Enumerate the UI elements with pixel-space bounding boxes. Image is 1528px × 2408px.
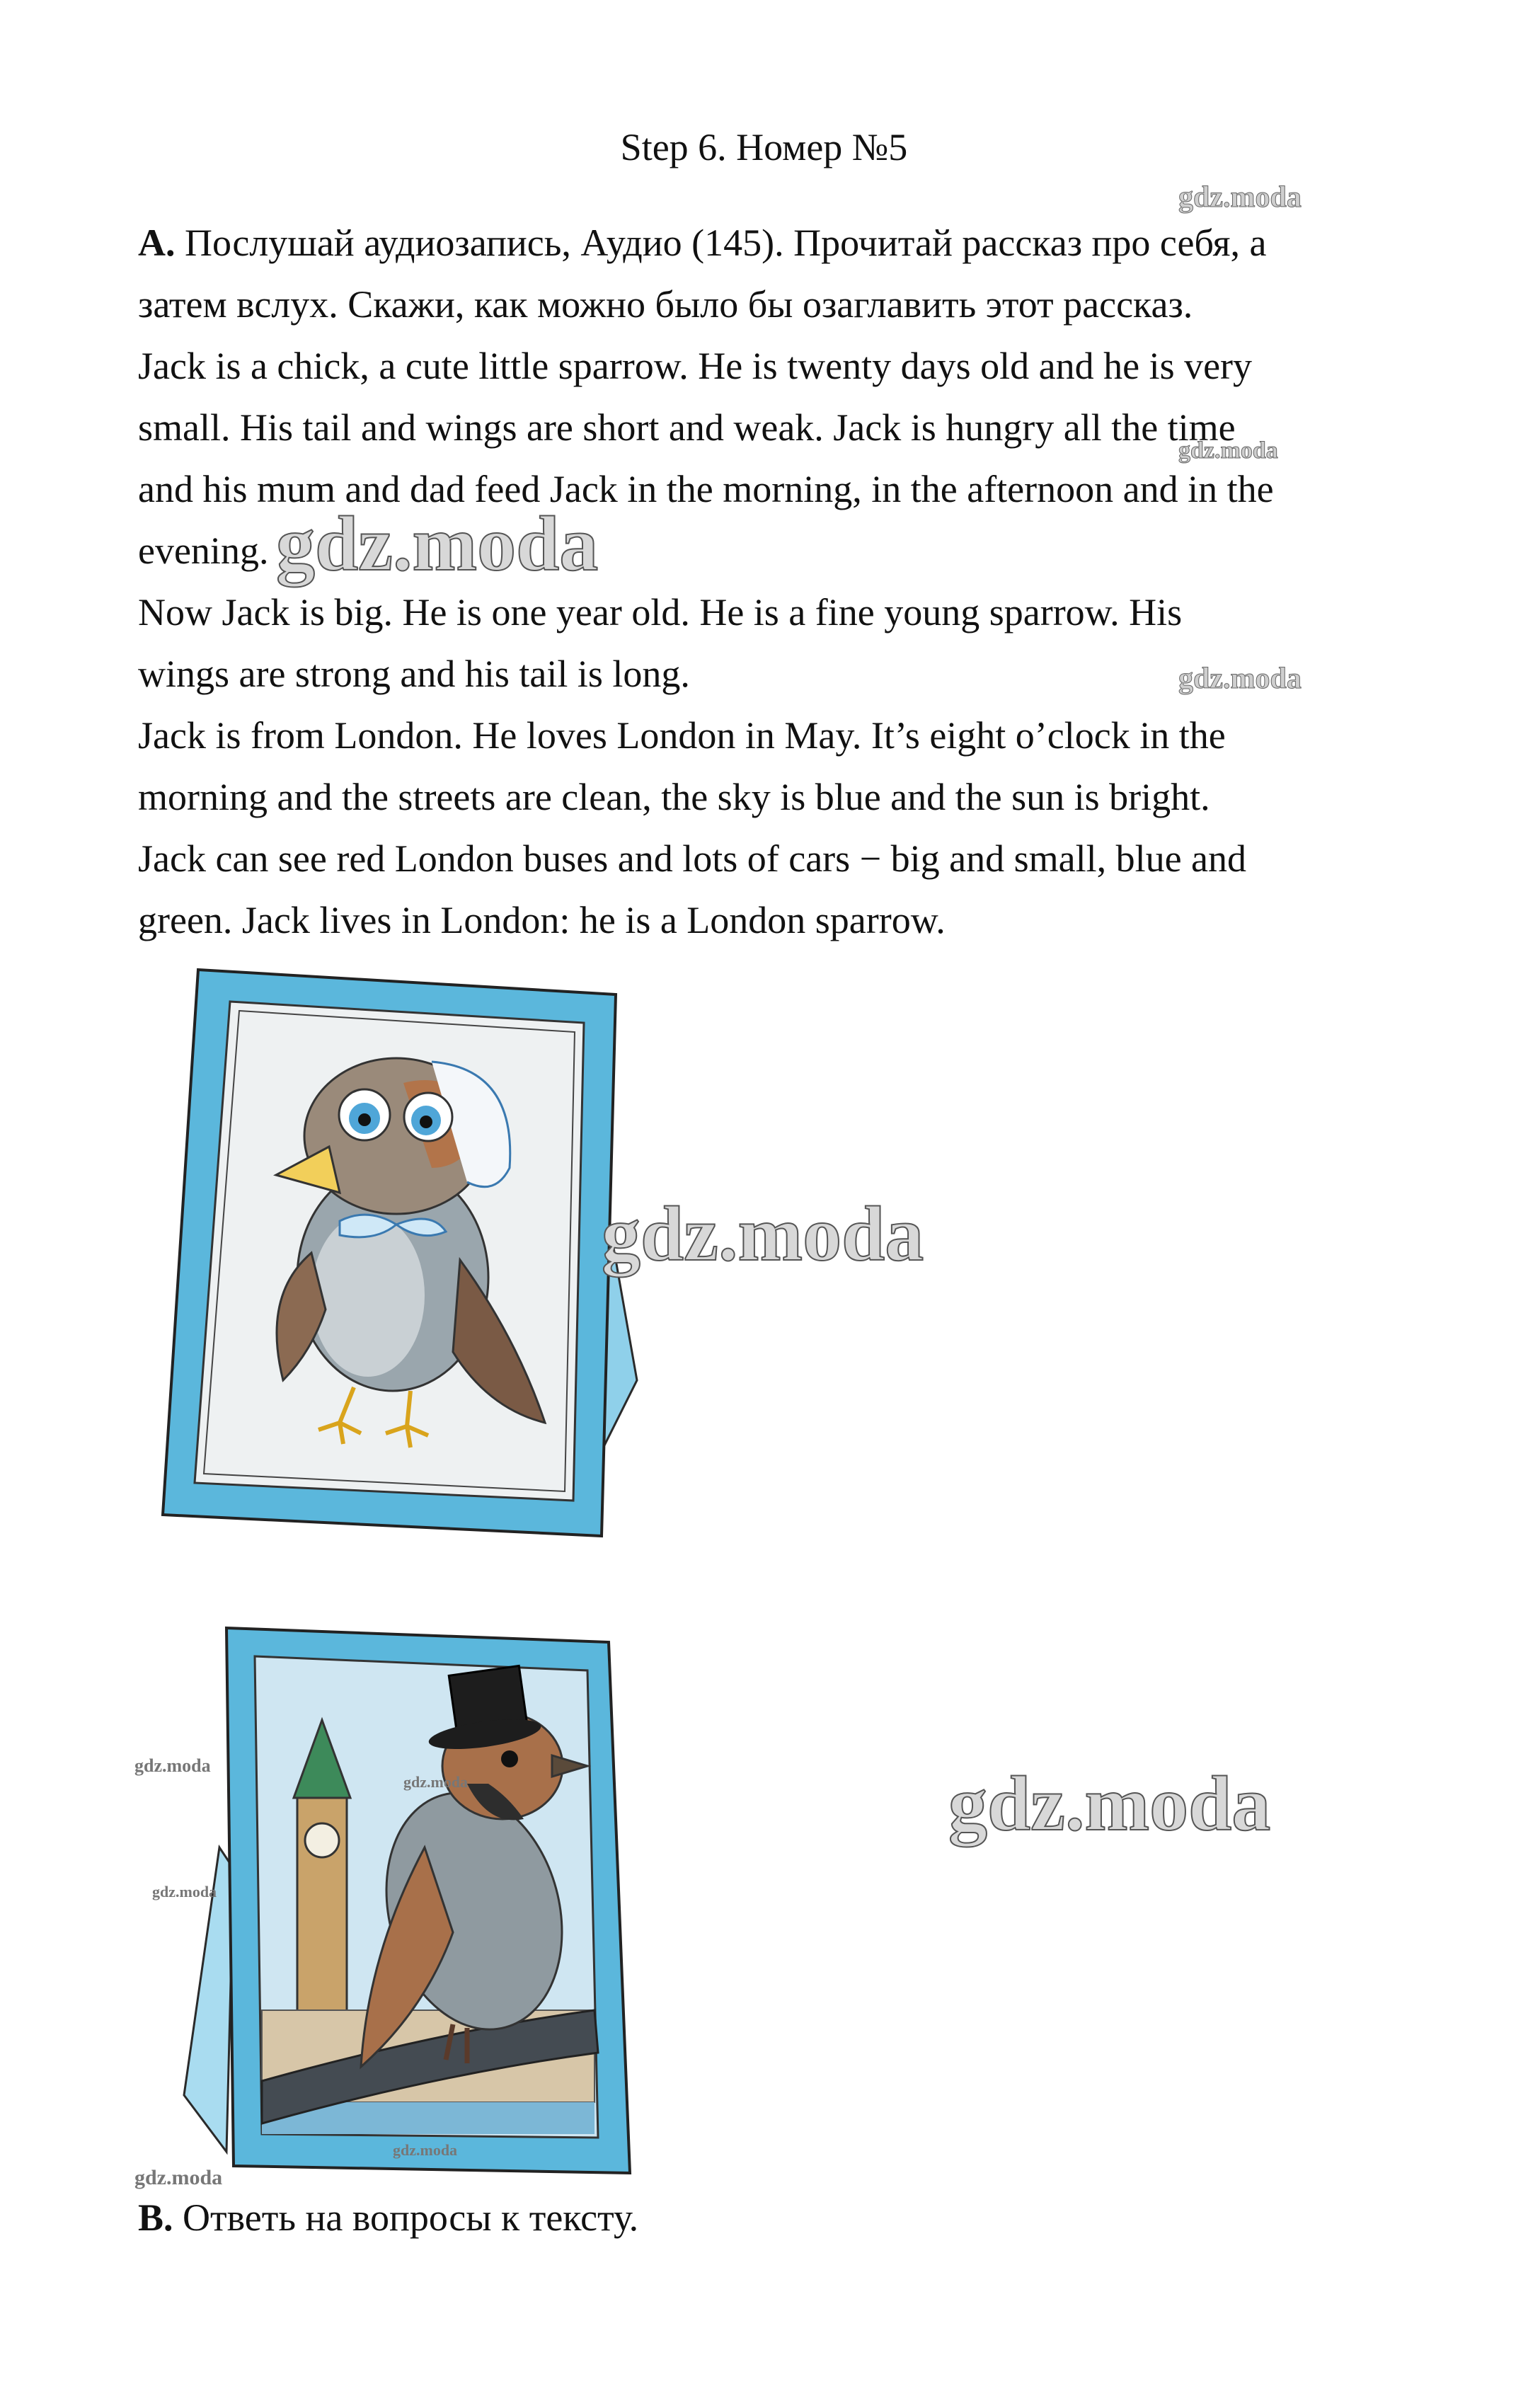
- baby-sparrow-picture: [149, 956, 658, 1557]
- story-line: Now Jack is big. He is one year old. He is a fine young sparrow. His: [138, 591, 1183, 633]
- story-line: Jack is from London. He loves London in May. It’s eight o’clock in the: [138, 714, 1226, 757]
- story-line: and his mum and dad feed Jack in the morning, in the afternoon and in the: [138, 468, 1274, 510]
- story-line: Jack can see red London buses and lots of cars − big and small, blue and: [138, 837, 1247, 880]
- watermark: gdz.moda: [602, 1191, 924, 1277]
- story-line: Jack is a chick, a cute little sparrow. He is twenty days old and he is very: [138, 345, 1253, 387]
- watermark: gdz.moda: [403, 1773, 469, 1791]
- watermark: gdz.moda: [948, 1760, 1271, 1847]
- watermark: gdz.moda: [393, 2141, 458, 2159]
- watermark: gdz.moda: [134, 2166, 223, 2189]
- watermark: gdz.moda: [1178, 437, 1278, 464]
- section-a-label: А.: [138, 222, 176, 264]
- story-line: morning and the streets are clean, the sky is blue and the sun is bright.: [138, 776, 1210, 818]
- section-b-instruction: Ответь на вопросы к тексту.: [183, 2196, 639, 2239]
- london-sparrow-picture: [156, 1614, 651, 2187]
- section-b: [138, 2187, 638, 2249]
- instruction-text: Послушай аудиозапись, Аудио (145). Прочитай рассказ про себя, а: [185, 222, 1267, 264]
- instruction-line: [138, 212, 1398, 274]
- watermark: gdz.moda: [134, 1755, 211, 1776]
- watermark: gdz.moda: [1178, 663, 1302, 695]
- story-line: wings are strong and his tail is long.: [138, 653, 690, 695]
- section-b-label: B.: [138, 2196, 173, 2239]
- story-line: small. His tail and wings are short and weak. Jack is hungry all the time: [138, 406, 1236, 449]
- watermark: gdz.moda: [1178, 181, 1302, 214]
- story-line: evening.: [138, 529, 269, 572]
- page-title: Step 6. Номер №5: [620, 126, 908, 168]
- story-line: green. Jack lives in London: he is a London sparrow.: [138, 899, 946, 941]
- watermark: gdz.moda: [152, 1883, 217, 1900]
- instruction-line: затем вслух. Скажи, как можно было бы озаглавить этот рассказ.: [138, 283, 1193, 326]
- watermark: gdz.moda: [276, 500, 599, 587]
